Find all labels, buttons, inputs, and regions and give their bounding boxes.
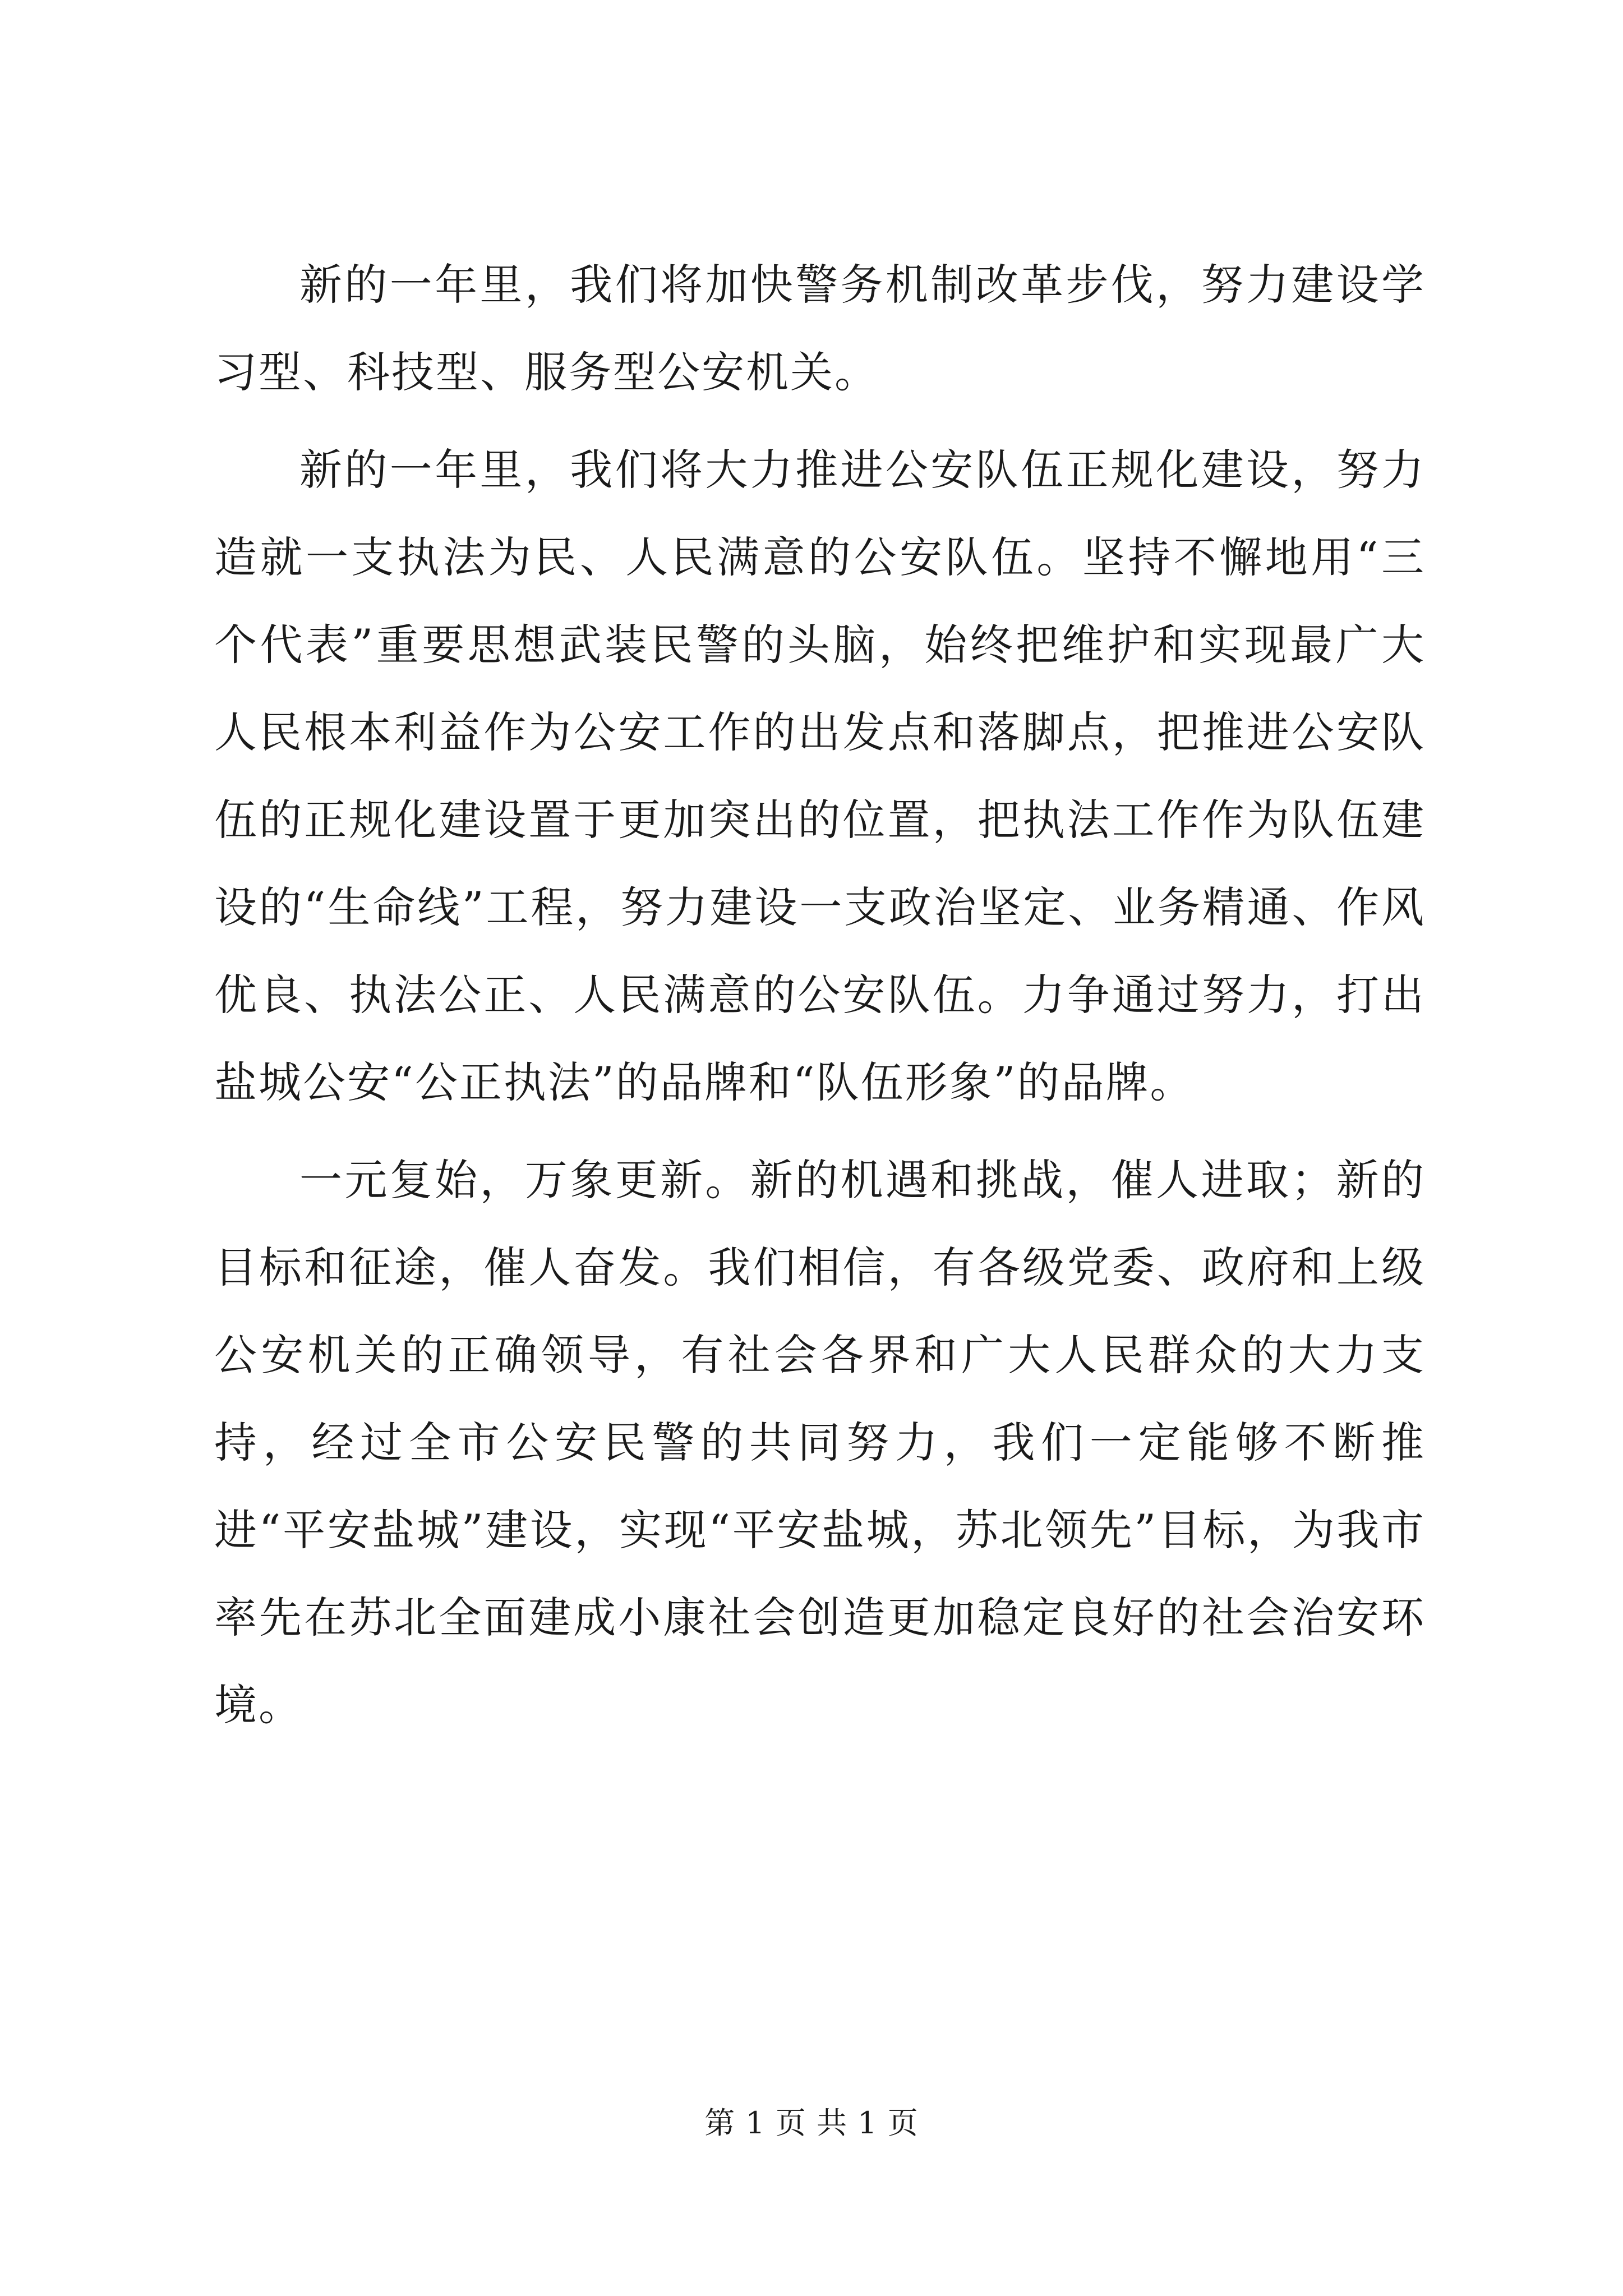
page-footer: 第 1 页 共 1 页	[704, 2105, 919, 2141]
document-body	[214, 241, 1426, 1759]
paragraph-team-building: 新的一年里，我们将大力推进公安队伍正规化建设，努力造就一支执法为民、人民满意的公安队伍。坚持不懈地用“三个代表”重要思想武装民警的头脑，始终把维护和实现最广大人民根本利益作为公安工作的出发点和落脚点，把推进公安队伍的正规化建设置于更加突出的位置，把执法工作作为队伍建设的“生命线”工程，努力建设一支政治坚定、业务精通、作风优良、执法公正、人民满意的公安队伍。力争通过努力，打出盐城公安“公正执法”的品牌和“队伍形象”的品牌。	[214, 445, 1426, 1107]
paragraph-reform: 新的一年里，我们将加快警务机制改革步伐，努力建设学习型、科技型、服务型公安机关。	[214, 260, 1426, 397]
paragraph-new-year: 一元复始，万象更新。新的机遇和挑战，催人进取；新的目标和征途，催人奋发。我们相信，有各级党委、政府和上级公安机关的正确领导，有社会各界和广大人民群众的大力支持，经过全市公安民警的共同努力，我们一定能够不断推进“平安盐城”建设，实现“平安盐城，苏北领先”目标，为我市率先在苏北全面建成小康社会创造更加稳定良好的社会治安环境。	[214, 1155, 1426, 1730]
